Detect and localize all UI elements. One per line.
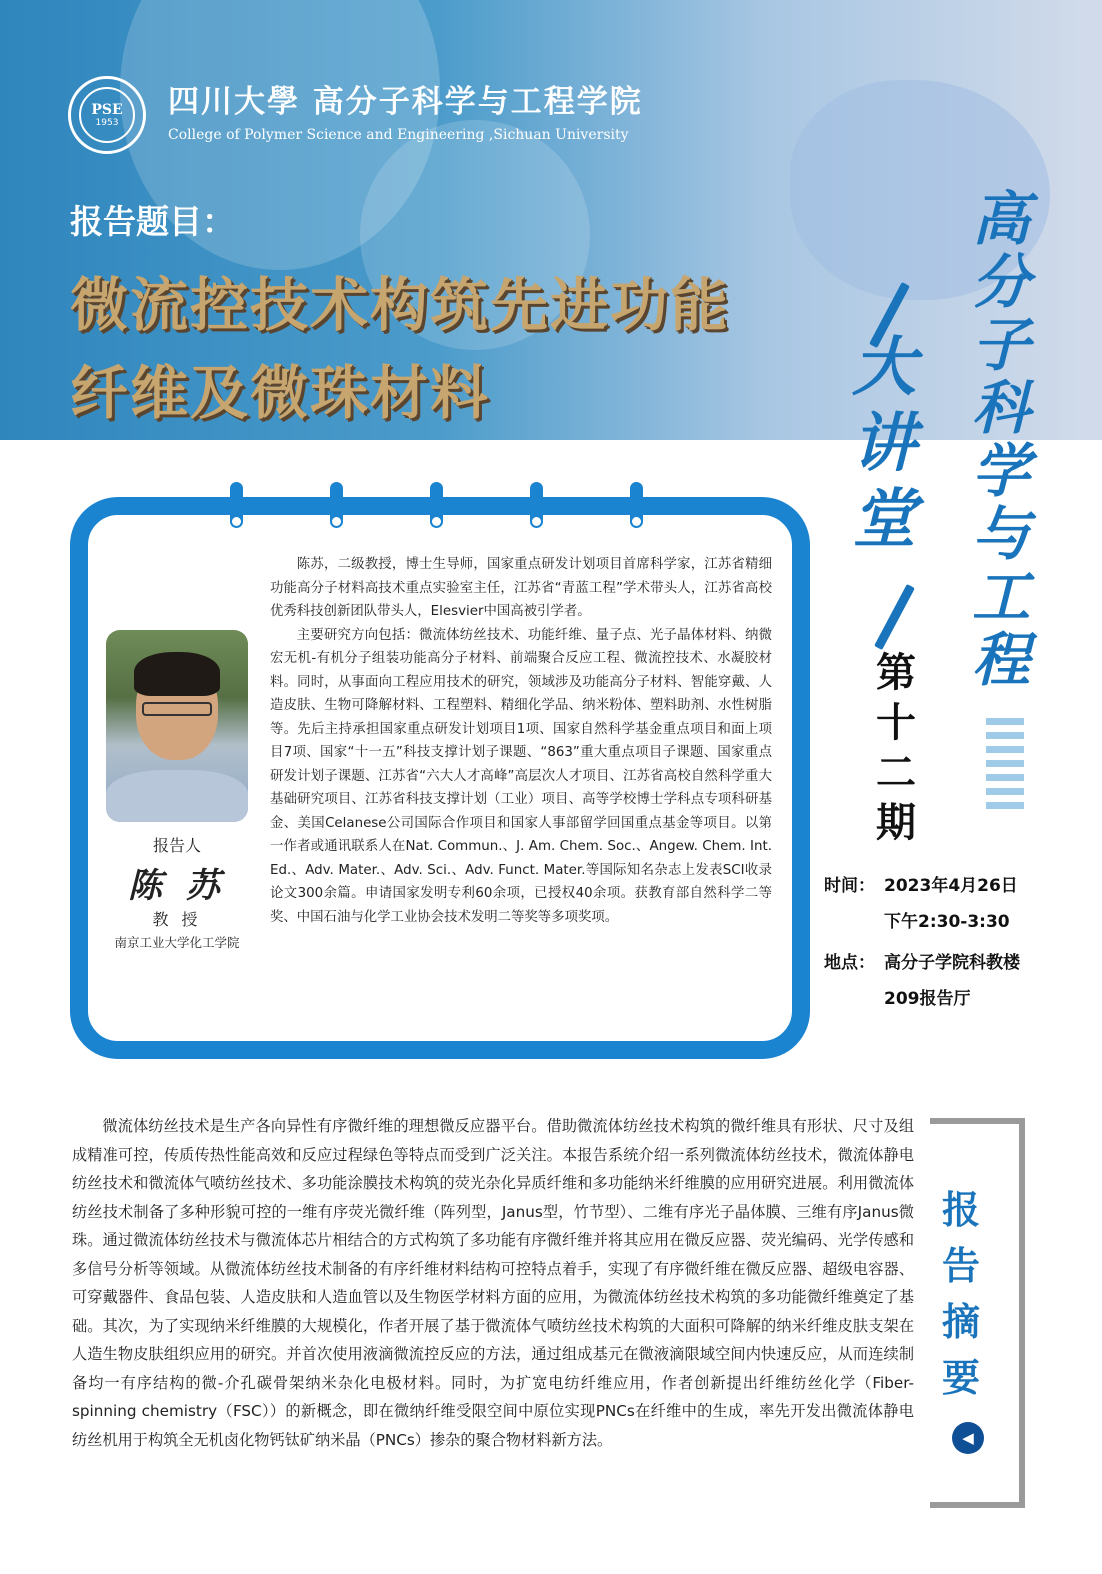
series-char: 科 bbox=[972, 374, 1031, 442]
event-date: 2023年4月26日 bbox=[884, 876, 1018, 896]
abstract-title-char: 摘 bbox=[942, 1299, 981, 1344]
series-char: 与 bbox=[972, 500, 1031, 568]
speaker-affiliation: 南京工业大学化工学院 bbox=[114, 935, 240, 950]
place-label: 地点： bbox=[824, 953, 875, 973]
abstract-paragraph: 微流体纺丝技术是生产各向异性有序微纤维的理想微反应器平台。借助微流体纺丝技术构筑的微纤维具有形状、尺寸及组成精准可控，传质传热性能高效和反应过程绿色等特点而受到广泛关注。本报告系统介绍一系列微流体纺丝技术，微流体静电纺丝技术和微流体气喷纺丝技术、多功能涂膜技术构筑的荧光杂化异质纤维和多功能纳米纤维膜的应用研究进展。利用微流体纺丝技术制备了多种形貌可控的一维有序荧光微纤维（阵列型，Janus型，竹节型）、二维有序光子晶体膜、三维有序Janus微珠。通过微流体纺丝技术与微流体芯片相结合的方式构筑了多功能有序微纤维并将其应用在微反应器、荧光编码、光学传感和多信号分析等领域。从微流体纺丝技术制备的有序纤维材料结构可控特点着手，实现了有序微纤维在微反应器、超级电容器、可穿戴器件、食品包装、人造皮肤和人造血管以及生物医学材料方面的应用，为微流体纺丝技术构筑的多功能微纤维奠定了基础。其次，为了实现纳米纤维膜的大规模化，作者开展了基于微流体气喷纺丝技术构筑的大面积可降解的纳米纤维皮肤支架在人造生物皮肤组织应用的研究。并首次使用液滴微流控反应的方法，通过组成基元在微液滴限域空间内快速反应，从而连续制备均一有序结构的微-介孔碳骨架纳米杂化电极材料。同时，为扩宽电纺纤维应用，作者创新提出纤维纺丝化学（Fiber-spinning chemistry（FSC））的新概念，即在微纳纤维受限空间中原位实现PNCs在纤维中的生成，率先开发出微流体静电纺丝机用于构筑全无机卤化物钙钛矿纳米晶（PNCs）掺杂的聚合物材料新方法。 bbox=[72, 1117, 914, 1449]
issue-char: 第 bbox=[876, 649, 916, 696]
bio-paragraph: 主要研究方向包括：微流体纺丝技术、功能纤维、量子点、光子晶体材料、纳微宏无机-有机分子组装功能高分子材料、前端聚合反应工程、微流控技术、水凝胶材料。同时，从事面向工程应用技术的研究，领域涉及功能高分子材料、智能穿戴、人造皮肤、生物可降解材料、工程塑料、精细化学品、纳米粉体、塑料助剂、水性树脂等。先后主持承担国家重点研发计划项目1项、国家自然科学基金重点项目和面上项目7项、国家“十一五”科技支撑计划子课题、“863”重大重点项目子课题、国家重点研发计划子课题、江苏省“六大人才高峰”高层次人才项目、江苏省高校自然科学重大基础研究项目、江苏省科技支撑计划（工业）项目、高等学校博士学科点专项科研基金、美国Celanese公司国际合作项目和国家人事部留学回国重点基金等项目。以第一作者或通讯联系人在Nat. Commun.、J. Am. Chem. Soc.、Angew. Chem. Int. Ed.、Adv. Mater.、Adv. Sci.、Adv. Funct. Mater.等国际知名杂志上发表SCI收录论文300余篇。申请国家发明专利60余项，已授权40余项。获教育部自然科学二等奖、中国石油与化学工业协会技术发明二等奖等多项奖项。 bbox=[270, 627, 772, 925]
series-title-vertical bbox=[972, 185, 1031, 694]
topic-title-line-1: 微流控技术构筑先进功能 bbox=[70, 271, 731, 339]
lecture-hall-vertical bbox=[852, 330, 916, 558]
bio-paragraph: 陈苏，二级教授，博士生导师，国家重点研发计划项目首席科学家，江苏省精细功能高分子材料高技术重点实验室主任，江苏省“青蓝工程”学术带头人，江苏省高校优秀科技创新团队带头人，Elesvier中国高被引学者。 bbox=[270, 557, 772, 619]
college-name-cn: 四川大學 高分子科学与工程学院 bbox=[168, 84, 643, 120]
hall-char: 讲 bbox=[852, 407, 916, 481]
abstract-title-char: 报 bbox=[942, 1187, 981, 1232]
event-room: 209报告厅 bbox=[884, 989, 971, 1009]
issue-number-vertical bbox=[876, 648, 916, 848]
topic-label: 报告题目： bbox=[70, 202, 235, 241]
issue-char: 十 bbox=[876, 699, 916, 746]
binder-ring bbox=[430, 482, 443, 528]
play-left-icon: ◀ bbox=[952, 1422, 984, 1454]
slash-divider bbox=[874, 584, 915, 650]
college-logo bbox=[68, 76, 146, 154]
event-venue: 高分子学院科教楼 bbox=[884, 953, 1020, 973]
speaker-title: 教 授 bbox=[152, 910, 202, 929]
series-char: 工 bbox=[972, 563, 1031, 631]
series-char: 学 bbox=[972, 437, 1031, 505]
hall-char: 大 bbox=[852, 331, 916, 405]
series-char: 高 bbox=[972, 185, 1031, 253]
logo-year: 1953 bbox=[95, 118, 119, 128]
abstract-title-char: 告 bbox=[942, 1243, 981, 1288]
series-char: 分 bbox=[972, 248, 1031, 316]
series-char: 子 bbox=[972, 311, 1031, 379]
issue-char: 二 bbox=[876, 749, 916, 796]
speaker-role: 报告人 bbox=[152, 836, 201, 855]
binder-ring bbox=[330, 482, 343, 528]
speaker-photo bbox=[106, 630, 248, 822]
binder-ring bbox=[230, 482, 243, 528]
binder-ring bbox=[530, 482, 543, 528]
time-label: 时间： bbox=[824, 876, 875, 896]
speaker-bio bbox=[270, 553, 772, 929]
abstract-body bbox=[72, 1112, 914, 1454]
series-char: 程 bbox=[972, 626, 1031, 694]
hall-char: 堂 bbox=[852, 483, 916, 557]
topic-title-line-2: 纤维及微珠材料 bbox=[70, 359, 491, 427]
abstract-title-char: 要 bbox=[942, 1355, 981, 1400]
decor-stripes bbox=[986, 718, 1024, 816]
speaker-name: 陈 苏 bbox=[128, 866, 226, 906]
event-time: 下午2:30-3:30 bbox=[884, 912, 1010, 932]
college-name-en: College of Polymer Science and Engineering ,Sichuan University bbox=[168, 127, 629, 143]
issue-char: 期 bbox=[876, 799, 916, 846]
abstract-title-vertical bbox=[942, 1182, 980, 1406]
binder-ring bbox=[630, 482, 643, 528]
logo-text: PSE bbox=[91, 102, 123, 118]
